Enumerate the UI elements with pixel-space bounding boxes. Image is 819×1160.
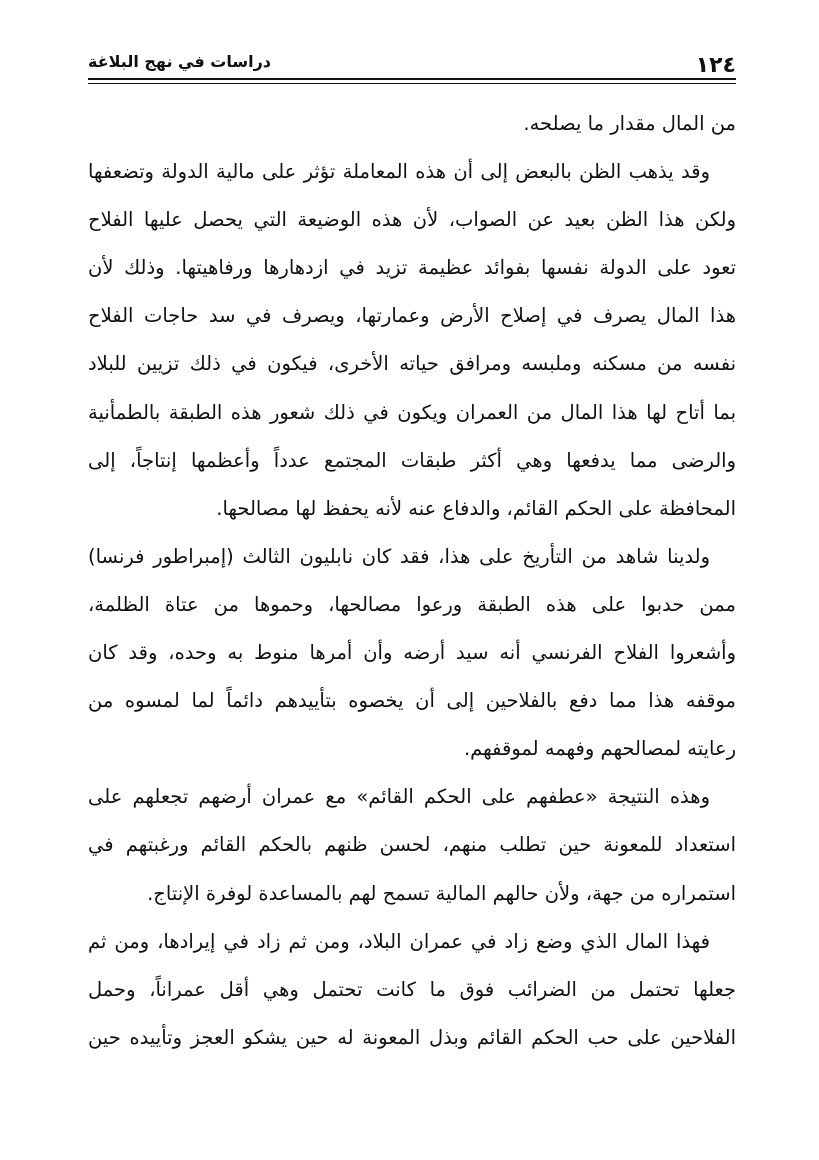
header-rule-thin	[88, 83, 736, 84]
page-number: ١٢٤	[695, 53, 736, 78]
text-line: وهذه النتيجة «عطفهم على الحكم القائم» مع عمران أرضهم تجعلهم على	[88, 785, 710, 809]
text-line: ولكن هذا الظن بعيد عن الصواب، لأن هذه الوضيعة التي يحصل عليها الفلاح	[88, 208, 736, 232]
header-rule-thick	[88, 78, 736, 80]
text-line: والرضى مما يدفعها وهي أكثر طبقات المجتمع عدداً وأعظمها إنتاجاً، إلى	[88, 448, 736, 472]
text-line: تعود على الدولة نفسها بفوائد عظيمة تزيد في ازدهارها ورفاهيتها. وذلك لأن	[88, 256, 736, 280]
text-line: الفلاحين على حب الحكم القائم وبذل المعونة له حين يشكو العجز وتأييده حين	[88, 1025, 736, 1049]
text-line: رعايته لمصالحهم وفهمه لموقفهم.	[463, 737, 736, 761]
text-line: وقد يذهب الظن بالبعض إلى أن هذه المعاملة تؤثر على مالية الدولة وتضعفها	[88, 160, 710, 184]
running-title: دراسات في نهج البلاغة	[88, 52, 272, 71]
text-line: وأشعروا الفلاح الفرنسي أنه سيد أرضه وأن أمرها منوط به وحده، وقد كان	[88, 641, 736, 665]
text-line: نفسه من مسكنه وملبسه ومرافق حياته الأخرى، فيكون في ذلك تزيين للبلاد	[88, 352, 736, 376]
page-header	[88, 44, 736, 78]
text-line: هذا المال يصرف في إصلاح الأرض وعمارتها، ويصرف في سد حاجات الفلاح	[88, 304, 736, 328]
text-line: موقفه هذا مما دفع بالفلاحين إلى أن يخصوه بتأييدهم دائماً لما لمسوه من	[88, 689, 736, 713]
text-line: بما أتاح لها هذا المال من العمران ويكون في ذلك شعور هذه الطبقة بالطمأنية	[88, 400, 736, 424]
text-line: المحافظة على الحكم القائم، والدفاع عنه لأنه يحفظ لها مصالحها.	[216, 496, 736, 520]
text-line: ولدينا شاهد من التأريخ على هذا، فقد كان نابليون الثالث (إمبراطور فرنسا)	[88, 544, 710, 568]
text-line: من المال مقدار ما يصلحه.	[523, 112, 736, 135]
text-line: جعلها تحتمل من الضرائب فوق ما كانت تحتمل وهي أقل عمراناً، وحمل	[88, 977, 736, 1001]
text-line: استعداد للمعونة حين تطلب منهم، لحسن ظنهم بالحكم القائم ورغبتهم في	[88, 833, 736, 857]
body-text	[88, 100, 736, 1062]
text-line: ممن حدبوا على هذه الطبقة ورعوا مصالحها، وحموها من عتاة الظلمة،	[88, 592, 736, 616]
text-line: استمراره من جهة، ولأن حالهم المالية تسمح لهم بالمساعدة لوفرة الإنتاج.	[147, 881, 736, 905]
text-line: فهذا المال الذي وضع زاد في عمران البلاد، ومن ثم زاد في إيرادها، ومن ثم	[88, 929, 710, 953]
